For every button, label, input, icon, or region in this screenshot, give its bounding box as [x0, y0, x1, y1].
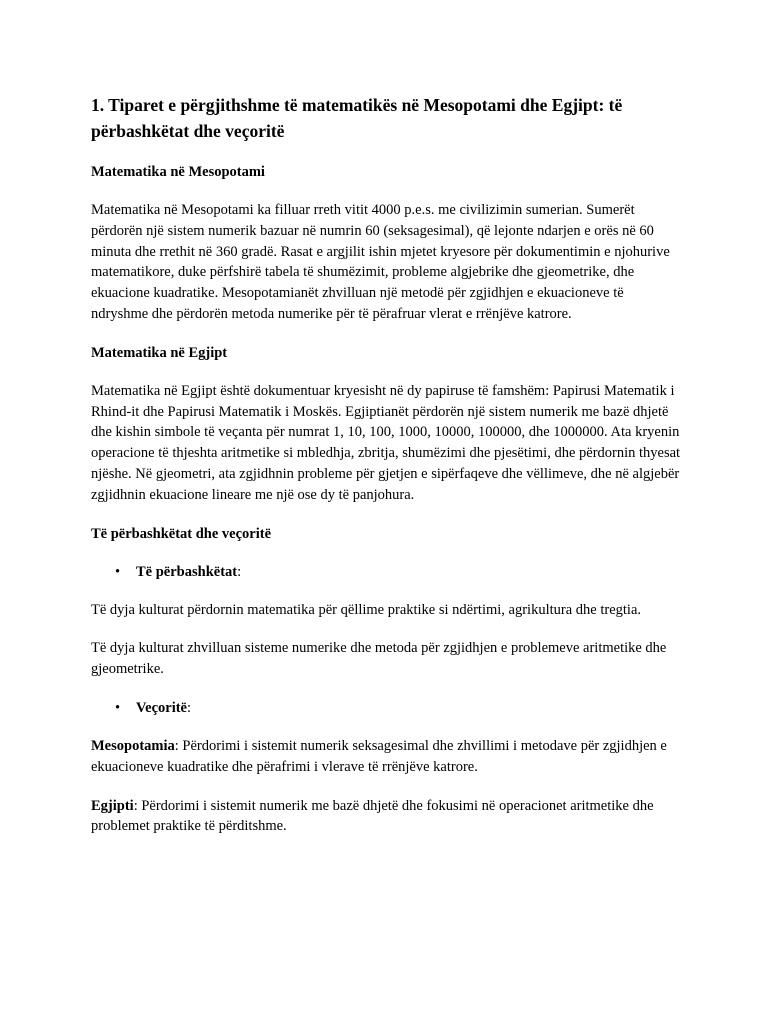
list-item [115, 698, 681, 718]
feature-text: : Përdorimi i sistemit numerik seksagesimal dhe zhvillimi i metodave për zgjidhjen e ekuacioneve kuadratike dhe përafrimi i vlerave të rrënjëve katrore. [91, 737, 667, 775]
document-title: 1. Tiparet e përgjithshme të matematikës në Mesopotami dhe Egjipt: të përbashkëtat dhe veçoritë [91, 95, 623, 141]
common-paragraph: Të dyja kulturat zhvilluan sisteme numerike dhe metoda për zgjidhjen e problemeve aritmetike dhe gjeometrike. [91, 640, 667, 678]
section-paragraph-egypt: Matematika në Egjipt është dokumentuar kryesisht në dy papiruse të famshëm: Papirusi Matematik i Rhind-it dhe Papirusi Matematik i Moskës. Egjiptianët përdorën një sistem numerik me bazë dhjetë dhe kishin simbole të veçanta për numrat 1, 10, 100, 1000, 10000, 100000, dhe 1000000. Ata kryenin operacione të thjeshta aritmetike si mbledhja, zbritja, shumëzimi dhe pjesëtimi, dhe përdornin thyesat njëshe. Në gjeometri, ata zgjidhnin probleme për gjetjen e sipërfaqeve dhe vëllimeve, dhe në algjebër zgjidhnin ekuacione lineare me një ose dy të panjohura. [91, 382, 681, 503]
document-page [91, 92, 681, 855]
bullet-icon: • [115, 563, 121, 580]
section-heading-mesopotamia: Matematika në Mesopotami [91, 164, 265, 180]
list-item [115, 562, 681, 582]
common-paragraph: Të dyja kulturat përdornin matematika për qëllime praktike si ndërtimi, agrikultura dhe tregtia. [91, 601, 642, 618]
feature-text: : Përdorimi i sistemit numerik me bazë dhjetë dhe fokusimi në operacionet aritmetike dhe problemet praktike të përditshme. [91, 797, 654, 835]
features-bullet-suffix: : [187, 699, 192, 716]
feature-label: Mesopotamia [91, 737, 175, 754]
common-bullet-label: Të përbashkëtat [136, 563, 238, 580]
features-bullet-list [91, 698, 681, 718]
feature-paragraph-egypt [91, 796, 681, 838]
feature-paragraph-mesopotamia [91, 736, 681, 778]
section-paragraph-mesopotamia: Matematika në Mesopotami ka filluar rreth vitit 4000 p.e.s. me civilizimin sumerian. Sumerët përdorën një sistem numerik bazuar në numrin 60 (seksagesimal), që lejonte ndarjen e orës në 60 minuta dhe rrethit në 360 gradë. Rasat e argjilit ishin mjetet kryesore për dokumentimin e njohurive matematikore, duke përfshirë tabela të shumëzimit, probleme algjebrike dhe gjeometrike, dhe ekuacione kuadratike. Mesopotamianët zhvilluan një metodë për zgjidhjen e ekuacioneve të ndryshme dhe përdorën metoda numerike për të përafruar vlerat e rrënjëve katrore. [91, 202, 670, 322]
common-bullet-list [91, 562, 681, 582]
bullet-icon: • [115, 699, 121, 716]
features-bullet-label: Veçoritë [136, 699, 187, 716]
common-bullet-suffix: : [237, 563, 242, 580]
section-heading-comparison: Të përbashkëtat dhe veçoritë [91, 525, 272, 542]
feature-label: Egjipti [91, 797, 134, 814]
section-heading-egypt: Matematika në Egjipt [91, 344, 228, 361]
